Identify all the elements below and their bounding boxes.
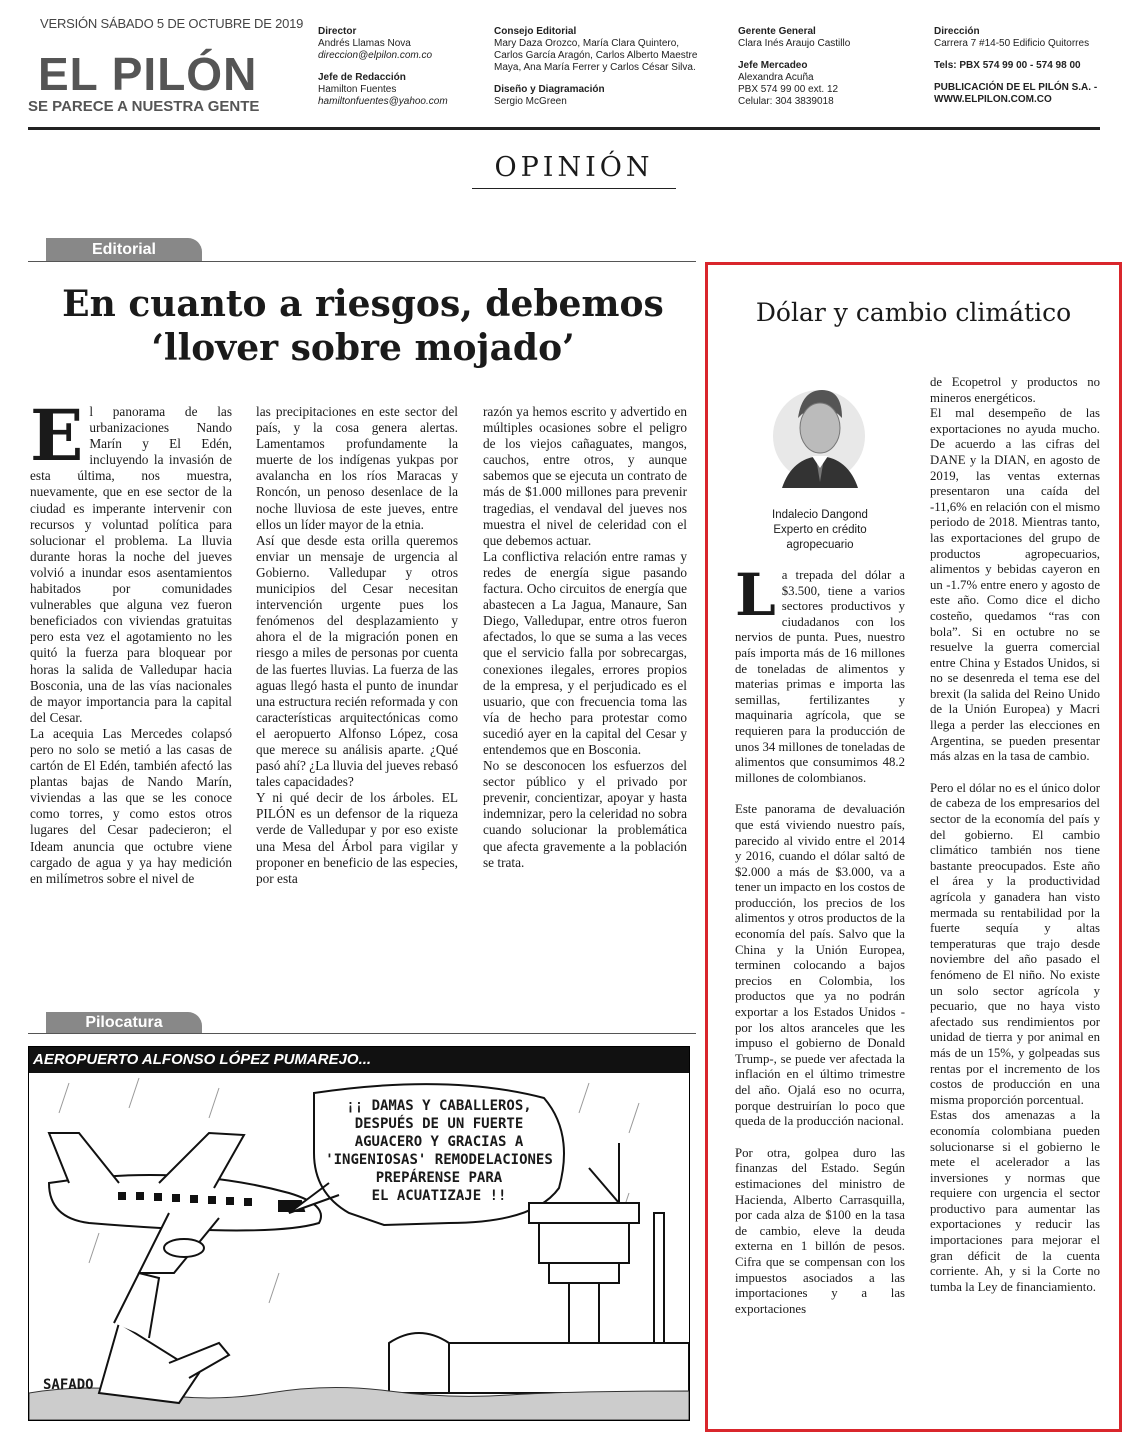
staff-director [318,26,478,108]
paragraph: Pero el dólar no es el único dolor de cabeza de los empresarios del sector de la economía del país y del gobierno. El cambio climático también nos tiene bastante preocupados. Este año el área y la productividad agrícola y ganadera han visto mermada su rentabilidad por la fuerte sequía y altas temperaturas que trajo desde noviembre del año pasado el fenómeno de El niño. No existe un solo sector agrícola y pecuario, que no haya visto afectado sus rendimientos por unidad de tierra y por animal en más de un 15%, y golpeadas sus rentas por el incremento de los costos de producción en una misma proporción porcentual. [930,780,1100,1107]
consejo-line: Carlos García Aragón, Carlos Alberto Maestre [494,50,698,61]
mercadeo-label: Jefe Mercadeo [738,60,808,71]
mercadeo-cel: Celular: 304 3839018 [738,96,834,107]
director-label: Director [318,26,357,37]
bubble-line: DESPUÉS DE UN FUERTE [354,1116,524,1132]
bubble-line: PREPÁRENSE PARA [375,1170,503,1186]
pilocatura-rule [28,1033,696,1034]
staff-direccion [934,26,1109,106]
dropcap: E [30,394,84,477]
staff-consejo [494,26,724,108]
cartoon-banner: AEROPUERTO ALFONSO LÓPEZ PUMAREJO... [29,1047,689,1073]
paragraph: La conflictiva relación entre ramas y redes de energía sigue pasando factura. Ocho circuitos de energía que abastecen a La Jagua, Manaure, San Diego, Valledupar, entre otros fueron afectados, lo que se suma a las veces que el servicio falla por sobrecargas, conexiones ilegales, errores propios de la empresa, y el perjudicado es el usuario, que con frecuencia toma las vía de hecho para protestar como sucedió ayer en la capital del Cesar y entendemos que en Bosconia. [483,548,687,757]
direccion-value: Carrera 7 #14-50 Edificio Quitorres [934,38,1090,49]
paragraph: Por otra, golpea duro las finanzas del Estado. Según estimaciones del ministro de Hacienda, Alberto Carrasquilla, por cada alza de $100 en la tasa de cambio, eleve la deuda externa en 1 billón de pesos. Cifra que se compensan con los impuestos asociados a las importaciones y a las exportaciones [735,1145,905,1316]
column-right-text [930,375,1100,1295]
cartoonist-signature: SAFADO [43,1377,94,1393]
diseno-name: Sergio McGreen [494,96,567,107]
sinking-airplane-icon [99,1273,229,1403]
paragraph: las precipitaciones en este sector del país, y la cosa genera alertas. Lamentamos profundamente la muerte de los indígenas yukpas por avalancha en los ríos Maracas y Roncón, un penoso desenlace de la noche lluviosa de este jueves, entre ellos un líder mayor de la etnia. [256,404,458,532]
bubble-line: EL ACUATIZAJE !! [371,1188,507,1204]
gerente-label: Gerente General [738,26,816,37]
mercadeo-pbx: PBX 574 99 00 ext. 12 [738,84,839,95]
paragraph: a trepada del dólar a $3.500, tiene a varios sectores productivos y ciudadanos con los nervios de punta. Pues, nuestro país importa más de 16 millones de toneladas de alimentos y materias primas e importa las semillas, fertilizantes y maquinaria agrícola, que se requieren para la producción de unos 34 millones de toneladas de alimentos que consumimos 48.2 millones de colombianos. [735,568,905,785]
director-email: direccion@elpilon.com.co [318,50,433,61]
staff-gerencia [738,26,908,108]
editorial-column-3 [483,404,687,871]
paragraph: razón ya hemos escrito y advertido en múltiples ocasiones sobre el peligro de los viejos cañaguates, mangos, cauchos, entre otros, y aunque sabemos que se ejecuta un contrato de más de $1.000 millones para prevenir tragedias, el vendaval del jueves nos muestra el nivel de celeridad con el que debemos actuar. [483,404,687,548]
publicacion-line: PUBLICACIÓN DE EL PILÓN S.A. - [934,82,1098,93]
jefe-redaccion-email: hamiltonfuentes@yahoo.com [318,96,448,107]
author-role: Experto en crédito [773,524,867,536]
paragraph: de Ecopetrol y productos no mineros energéticos. [930,375,1100,405]
newspaper-slogan: SE PARECE A NUESTRA GENTE [28,98,260,115]
jefe-redaccion-label: Jefe de Redacción [318,72,406,83]
pilocatura-label: Pilocatura [46,1012,202,1034]
terminal-building-icon [389,1333,689,1393]
newspaper-logo: EL PILÓN [38,48,258,100]
paragraph: l panorama de las urbanizaciones Nando Marín y El Edén, incluyendo la invasión de esta última, nos muestra, nuevamente, que en ese sector de la ciudad es imperante intervenir con recursos y voluntad política para solucionar el problema. La lluvia durante horas la noche del jueves volvió a inundar esos asentamientos habitados por comunidades vulnerables que alguna vez fueron beneficiados con viviendas gratuitas pero esta vez el agotamiento no les quitó la fuerza para bloquear por horas la salida de Valledupar hacia Bosconia, una de las vías nacionales de mayor importancia para la capital del Cesar. [30,404,232,725]
paragraph: Y ni qué decir de los árboles. EL PILÓN es un defensor de la riqueza verde de Valledupar y por eso existe una Mesa del Árbol para vigilar y proponer en beneficio de las especies, por esta [256,790,458,886]
headline-line: ‘llover sobre mojado’ [151,327,575,369]
cartoon [28,1046,690,1421]
tels: Tels: PBX 574 99 00 - 574 98 00 [934,60,1081,71]
paragraph: No se desconocen los esfuerzos del sector público y el privado por prevenir, concientizar, apoyar y hasta indemnizar, pero la celeridad no sobra cuando solucionar la problemática que afecta gravemente a la población se trata. [483,758,687,870]
consejo-label: Consejo Editorial [494,26,577,37]
paragraph: Este panorama de devaluación que está viviendo nuestro país, parecido al vivido entre el 2014 y 2016, cuando el dólar saltó de $2.000 a más de $3.000, va a tener un impacto en los costos de producción, los precios de los alimentos y otros productos de la economía del país. Salvo que la China y la Unión Europea, terminen colocando a bajos precios en Colombia, los productos que ya no podrán exportar a los Estados Unidos -por los altos aranceles que les impuso el gobierno de Donald Trump-, se puede ver afectada la inflación en el último trimestre del año. Ojalá eso no ocurra, porque destruirían lo poco que queda de la producción nacional. [735,802,905,1129]
gerente-name: Clara Inés Araujo Castillo [738,38,851,49]
edition-date: VERSIÓN SÁBADO 5 DE OCTUBRE DE 2019 [40,16,304,31]
director-name: Andrés Llamas Nova [318,38,411,49]
bubble-line: 'INGENIOSAS' REMODELACIONES [325,1152,553,1168]
editorial-label: Editorial [46,238,202,262]
editorial-rule [28,261,696,262]
paragraph: El mal desempeño de las exportaciones no ayuda mucho. De acuerdo a las cifras del DANE y la DIAN, en agosto de 2019, las ventas externas presentaron una caída del -11,6% en relación con el mismo periodo de 2018. Mientras tanto, las exportaciones del grupo de productos agropecuarios, alimentos y bebidas cayeron en un -1.7% entre enero y agosto de este año. Como dice el dicho costeño, quedamos “ras con bola”. Si en octubre no se resuelve la guerra comercial entre China y Estados Unidos, si no se desenreda el tema ese del brexit (la salida del Reino Unido de la Unión Europea) y Macri llega a perder las elecciones en Argentina, se pueden presentar más alzas en la tasa de cambio. [930,406,1100,764]
direccion-label: Dirección [934,26,980,37]
author-photo [772,378,866,494]
editorial-headline [30,282,696,370]
section-title-rule [472,188,676,189]
airplane-icon [49,1133,321,1273]
dropcap: L [735,561,776,629]
diseno-label: Diseño y Diagramación [494,84,605,95]
paragraph: Estas dos amenazas a la economía colombiana pueden solucionarse si el gobierno le mete el acelerador a las inversiones y normas que requiere con urgencia el sector productivo para aumentar las exportaciones y reducir las importaciones para mejorar el gran déficit de la cuenta corriente. Ah, y si la Corte no tumba la Ley de financiamiento. [930,1108,1100,1294]
editorial-column-1 [30,394,232,887]
jefe-redaccion-name: Hamilton Fuentes [318,84,397,95]
author-name: Indalecio Dangond [772,509,868,521]
author-block [735,508,905,553]
section-title: OPINIÓN [494,152,654,183]
speech-bubble-text [319,1097,559,1205]
editorial-column-2 [256,404,458,887]
publicacion-web: WWW.ELPILON.COM.CO [934,94,1052,105]
column-left-text [735,561,905,1317]
headline-line: En cuanto a riesgos, debemos [62,283,664,325]
paragraph: La acequia Las Mercedes colapsó pero no solo se metió a las casas de cartón de El Edén, también afectó las plantas bajas de Nando Marín, viviendas a las que se les conoce como torres, y como estos otros lugares del Cesar padecieron; el Ideam anuncia que octubre viene cargado de agua y ya hay medición en milímetros sobre el nivel de [30,725,232,886]
paragraph: Así que desde esta orilla queremos enviar un mensaje de urgencia al Gobierno. Valledupar y otros municipios del Cesar necesitan intervención urgente pues los fenómenos del desplazamiento y ahora el de la migración ponen en riesgo a miles de personas por cuenta de las fuertes lluvias. La fuerza de las aguas llegó hasta el punto de inundar una estructura recién reformada y con características arquitectónicas como el aeropuerto Alfonso López, cosa que merece su análisis aparte. ¿Qué pasó ahí? ¿La lluvia del jueves rebasó tales capacidades? [256,532,458,790]
mercadeo-name: Alexandra Acuña [738,72,814,83]
masthead-rule [28,127,1100,130]
bubble-line: ¡¡ DAMAS Y CABALLEROS, [346,1098,532,1114]
bubble-line: AGUACERO Y GRACIAS A [354,1134,524,1150]
author-role: agropecuario [786,539,854,551]
consejo-line: Maya, Ana María Ferrer y Carlos César Silva. [494,62,696,73]
column-title: Dólar y cambio climático [755,298,1072,327]
consejo-line: Mary Daza Orozco, María Clara Quintero, [494,38,680,49]
